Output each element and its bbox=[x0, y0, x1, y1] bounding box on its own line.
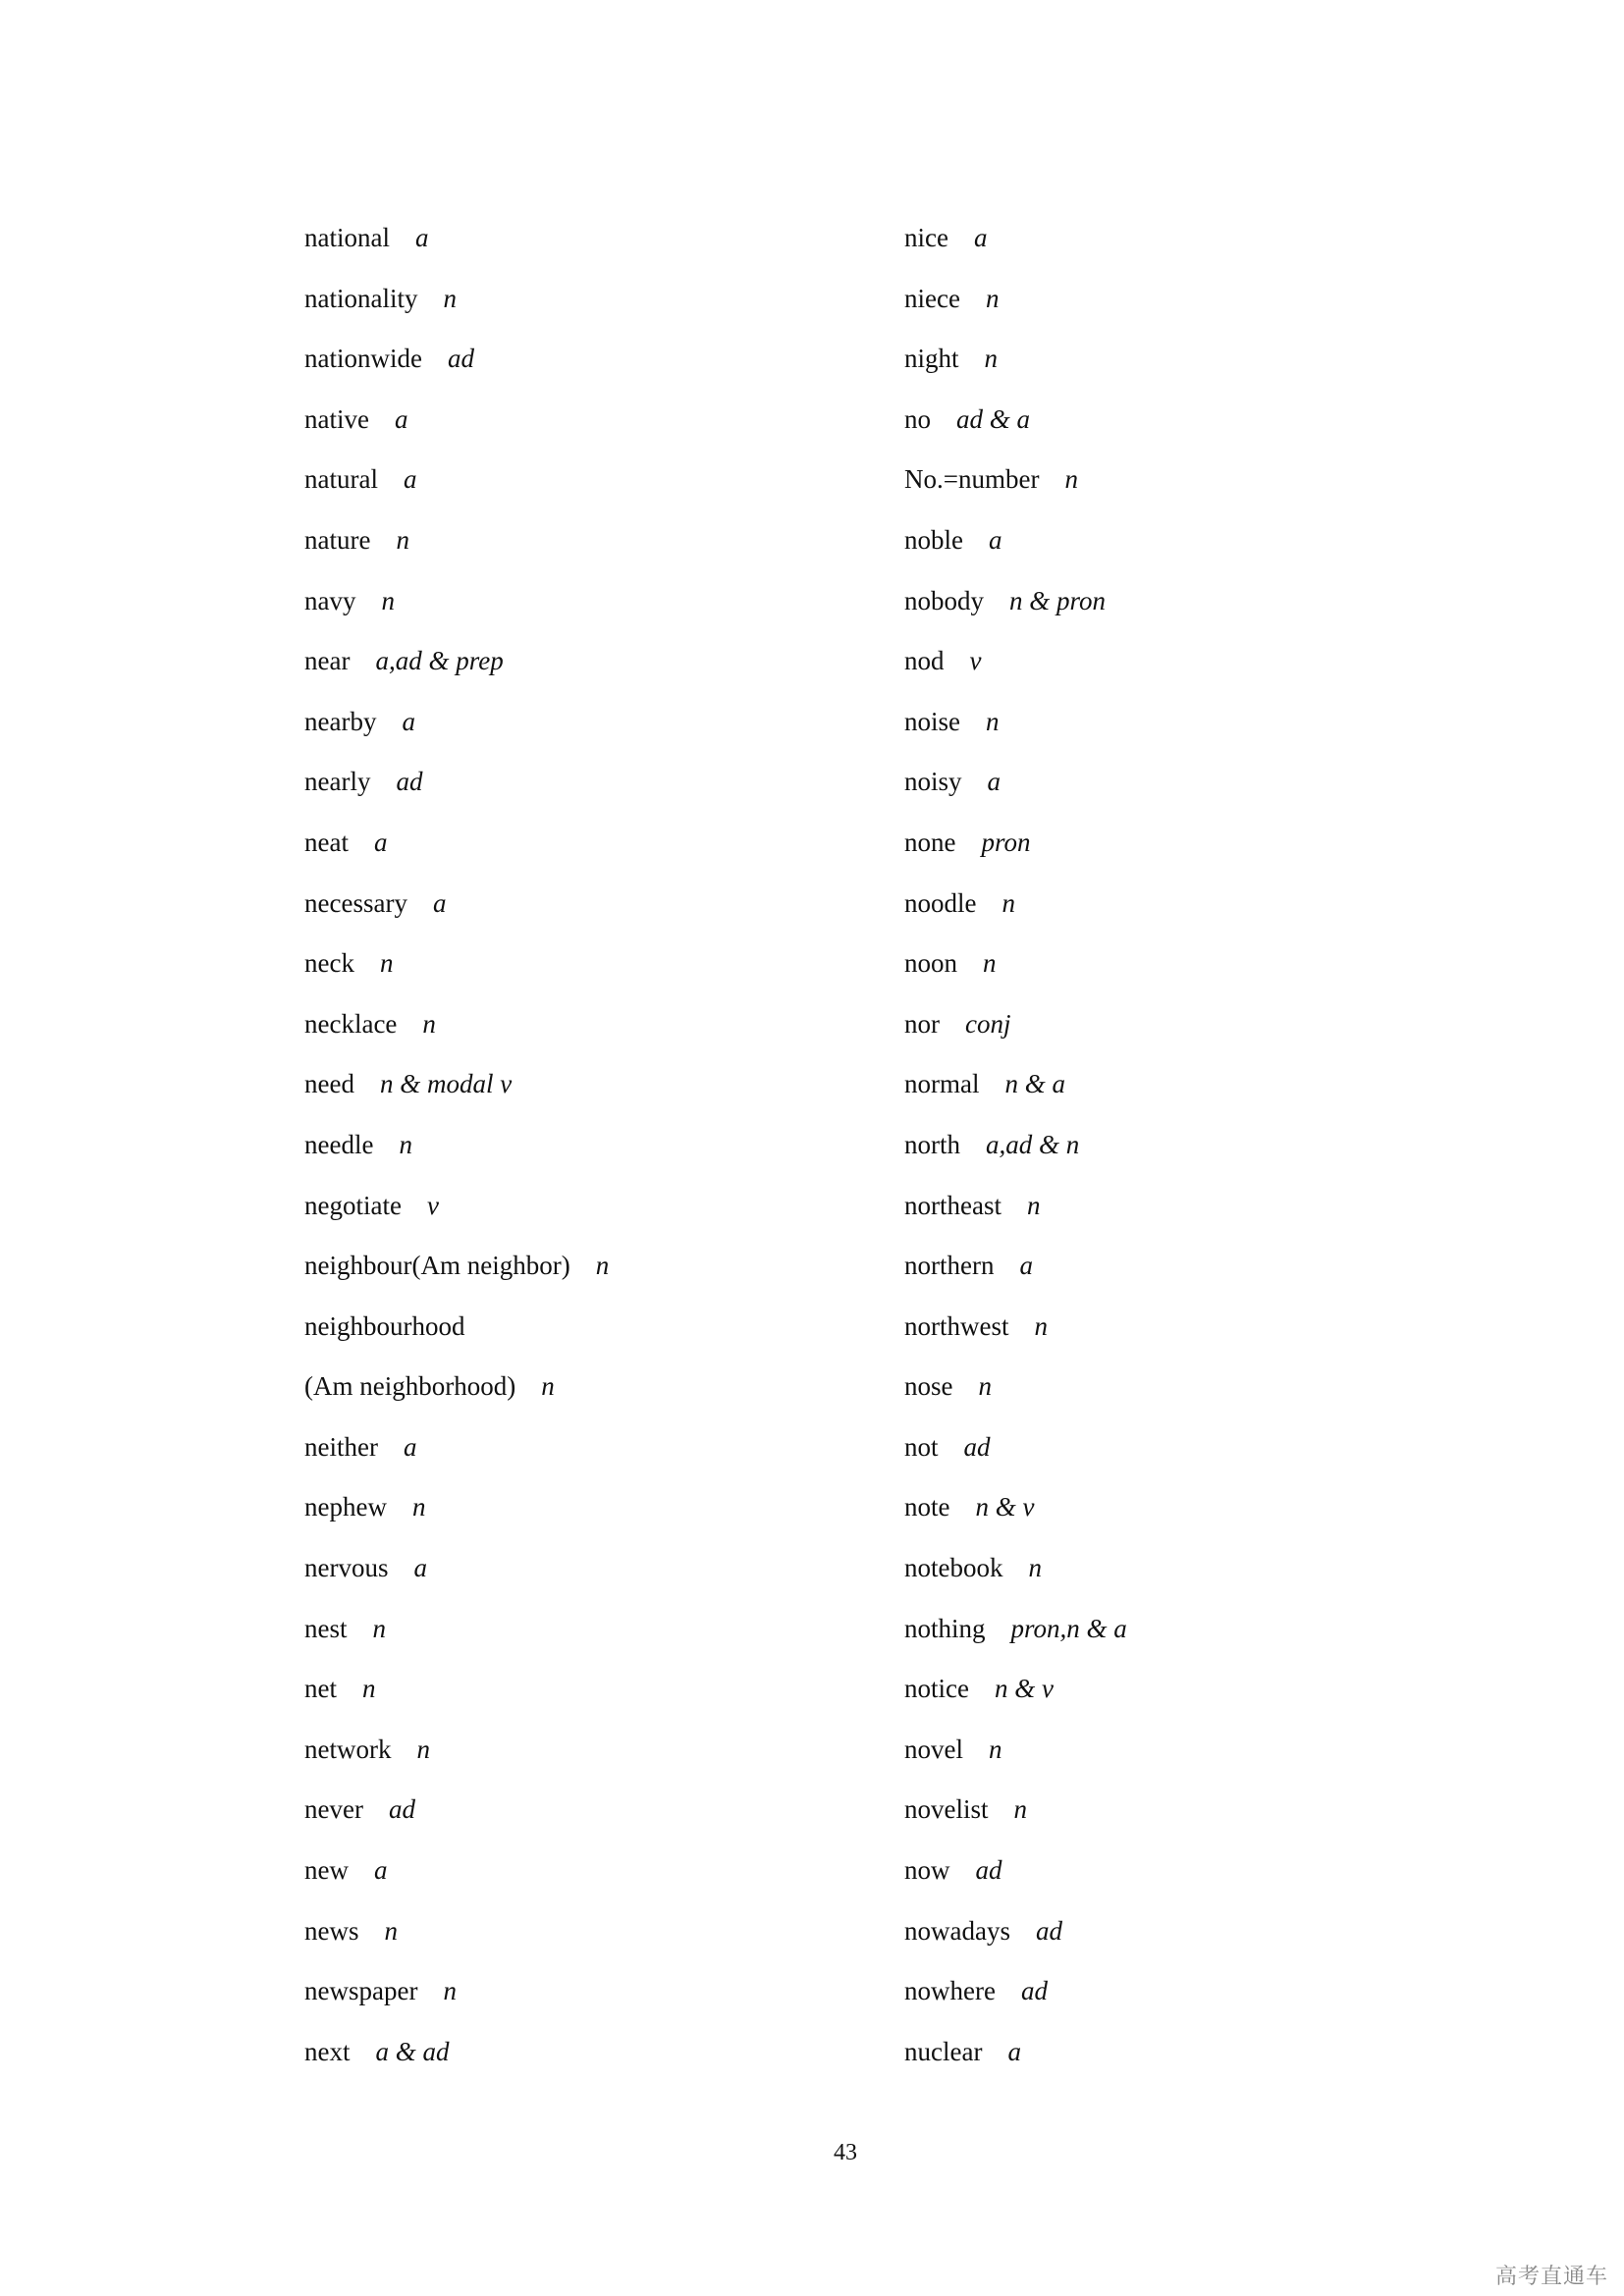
vocabulary-entry bbox=[304, 1115, 854, 1176]
entry-word: native bbox=[304, 403, 369, 434]
entry-part-of-speech: n bbox=[541, 1371, 555, 1402]
vocabulary-entry bbox=[904, 1901, 1493, 1962]
entry-word: never bbox=[304, 1794, 363, 1825]
vocabulary-entry bbox=[304, 1236, 854, 1297]
entry-part-of-speech: n bbox=[989, 1734, 1002, 1764]
vocabulary-entry bbox=[904, 329, 1493, 390]
entry-word: novel bbox=[904, 1734, 963, 1764]
entry-part-of-speech: n bbox=[443, 1976, 457, 2006]
vocabulary-entry bbox=[904, 1961, 1493, 2022]
vocabulary-entry bbox=[304, 1417, 854, 1478]
entry-word: notice bbox=[904, 1674, 969, 1704]
entry-part-of-speech: a bbox=[403, 1431, 417, 1462]
entry-word: natural bbox=[304, 464, 378, 495]
vocabulary-entry bbox=[904, 390, 1493, 451]
entry-part-of-speech: n bbox=[984, 344, 999, 374]
vocabulary-entry bbox=[904, 1780, 1493, 1841]
entry-word: near bbox=[304, 646, 351, 676]
entry-word: nice bbox=[904, 223, 948, 252]
entry-word: nature bbox=[304, 524, 371, 555]
entry-part-of-speech: pron,n & a bbox=[1010, 1613, 1127, 1643]
vocabulary-entry bbox=[904, 1054, 1493, 1115]
left-word-column bbox=[304, 208, 854, 2082]
vocabulary-entry bbox=[904, 208, 1493, 269]
right-word-column bbox=[904, 208, 1493, 2082]
entry-part-of-speech: v bbox=[426, 1190, 439, 1220]
entry-word: nose bbox=[904, 1371, 953, 1402]
entry-word: national bbox=[304, 223, 390, 252]
vocabulary-entry bbox=[304, 1477, 854, 1538]
watermark: 高考直通车 bbox=[1494, 2265, 1608, 2289]
entry-word: northeast bbox=[904, 1190, 1001, 1220]
entry-word: now bbox=[904, 1855, 950, 1886]
entry-part-of-speech: n bbox=[422, 1008, 436, 1039]
entry-part-of-speech: n & v bbox=[994, 1674, 1054, 1704]
vocabulary-entry bbox=[304, 1901, 854, 1962]
entry-part-of-speech: n & modal v bbox=[379, 1069, 513, 1099]
vocabulary-entry bbox=[304, 874, 854, 934]
entry-word: noodle bbox=[904, 887, 977, 918]
vocabulary-entry bbox=[304, 2022, 854, 2083]
entry-word: necklace bbox=[304, 1008, 398, 1039]
entry-part-of-speech: ad bbox=[975, 1855, 1002, 1886]
entry-word: nephew bbox=[304, 1492, 387, 1522]
entry-part-of-speech: a bbox=[987, 767, 1001, 797]
entry-part-of-speech: v bbox=[969, 646, 982, 676]
entry-word: necessary bbox=[304, 887, 407, 918]
entry-word: noisy bbox=[904, 767, 962, 797]
entry-word: neighbourhood bbox=[304, 1310, 465, 1341]
entry-word: No.=number bbox=[904, 464, 1040, 495]
page-number: 43 bbox=[834, 2140, 857, 2165]
vocabulary-entry bbox=[904, 1659, 1493, 1720]
vocabulary-entry bbox=[904, 571, 1493, 632]
vocabulary-entry bbox=[904, 752, 1493, 813]
entry-part-of-speech: a,ad & n bbox=[986, 1129, 1080, 1159]
vocabulary-entry bbox=[304, 390, 854, 451]
entry-word: nationwide bbox=[304, 344, 422, 374]
entry-part-of-speech: a & ad bbox=[375, 2036, 450, 2066]
vocabulary-entry bbox=[304, 1054, 854, 1115]
vocabulary-entry bbox=[904, 1477, 1493, 1538]
entry-part-of-speech: n & a bbox=[1004, 1069, 1065, 1099]
entry-part-of-speech: a bbox=[432, 887, 447, 918]
entry-part-of-speech: n bbox=[983, 948, 997, 979]
vocabulary-entry bbox=[304, 329, 854, 390]
entry-word: need bbox=[304, 1069, 354, 1099]
entry-word: night bbox=[904, 344, 959, 374]
entry-part-of-speech: n bbox=[362, 1674, 376, 1704]
entry-word: newspaper bbox=[304, 1976, 418, 2006]
entry-word: nearby bbox=[304, 706, 377, 736]
entry-word: nest bbox=[304, 1613, 348, 1643]
entry-part-of-speech: n bbox=[411, 1492, 426, 1522]
entry-part-of-speech: ad & a bbox=[956, 403, 1031, 434]
entry-part-of-speech: n bbox=[1001, 887, 1015, 918]
vocabulary-entry bbox=[304, 1599, 854, 1660]
entry-word: novelist bbox=[904, 1794, 989, 1825]
entry-word: nervous bbox=[304, 1553, 389, 1583]
entry-word: niece bbox=[904, 283, 960, 313]
entry-word: net bbox=[304, 1674, 337, 1704]
entry-word: nothing bbox=[904, 1613, 986, 1643]
vocabulary-entry bbox=[304, 1659, 854, 1720]
vocabulary-entry bbox=[304, 631, 854, 692]
entry-part-of-speech: n & pron bbox=[1009, 585, 1107, 615]
entry-part-of-speech: a bbox=[402, 706, 415, 736]
entry-part-of-speech: ad bbox=[388, 1794, 415, 1825]
vocabulary-entry bbox=[304, 1780, 854, 1841]
entry-word: nationality bbox=[304, 283, 418, 313]
vocabulary-entry bbox=[904, 1538, 1493, 1599]
vocabulary-entry bbox=[304, 1720, 854, 1781]
entry-part-of-speech: ad bbox=[1035, 1915, 1062, 1946]
entry-part-of-speech: n bbox=[985, 283, 1000, 313]
entry-part-of-speech: n bbox=[372, 1613, 386, 1643]
entry-part-of-speech: n bbox=[381, 585, 395, 615]
vocabulary-entry bbox=[304, 994, 854, 1055]
entry-part-of-speech: n bbox=[396, 524, 409, 555]
entry-word: nuclear bbox=[904, 2036, 983, 2066]
vocabulary-entry bbox=[304, 813, 854, 874]
vocabulary-entry bbox=[304, 269, 854, 330]
entry-part-of-speech: ad bbox=[1020, 1976, 1048, 2006]
vocabulary-entry bbox=[904, 269, 1493, 330]
entry-part-of-speech: a bbox=[973, 223, 988, 252]
entry-word: not bbox=[904, 1431, 939, 1462]
entry-part-of-speech: a,ad & prep bbox=[375, 646, 504, 676]
entry-word: normal bbox=[904, 1069, 980, 1099]
vocabulary-entry bbox=[304, 571, 854, 632]
entry-word: note bbox=[904, 1492, 950, 1522]
entry-part-of-speech: n bbox=[399, 1129, 412, 1159]
entry-part-of-speech: ad bbox=[963, 1431, 991, 1462]
vocabulary-entry bbox=[304, 1176, 854, 1237]
entry-word: noble bbox=[904, 524, 963, 555]
entry-word: neither bbox=[304, 1431, 378, 1462]
entry-part-of-speech: a bbox=[373, 1855, 388, 1886]
vocabulary-entry bbox=[304, 1357, 854, 1417]
vocabulary-entry bbox=[304, 1297, 854, 1358]
entry-word: notebook bbox=[904, 1553, 1003, 1583]
entry-part-of-speech: ad bbox=[447, 344, 474, 374]
entry-word: none bbox=[904, 827, 956, 857]
vocabulary-entry bbox=[904, 874, 1493, 934]
entry-word: noise bbox=[904, 706, 960, 736]
entry-part-of-speech: a bbox=[394, 403, 408, 434]
vocabulary-entry bbox=[304, 752, 854, 813]
vocabulary-entry bbox=[904, 934, 1493, 994]
vocabulary-entry bbox=[904, 2022, 1493, 2083]
entry-word: nowhere bbox=[904, 1976, 996, 2006]
entry-word: news bbox=[304, 1915, 359, 1946]
entry-word: new bbox=[304, 1855, 349, 1886]
entry-part-of-speech: n & v bbox=[975, 1492, 1035, 1522]
vocabulary-entry bbox=[304, 1538, 854, 1599]
vocabulary-entry bbox=[904, 1357, 1493, 1417]
entry-part-of-speech: pron bbox=[981, 827, 1031, 857]
entry-word: neighbour(Am neighbor) bbox=[304, 1251, 570, 1281]
entry-part-of-speech: a bbox=[413, 1553, 427, 1583]
entry-word: nobody bbox=[904, 585, 984, 615]
entry-word: navy bbox=[304, 585, 356, 615]
entry-word: network bbox=[304, 1734, 392, 1764]
entry-part-of-speech: n bbox=[1064, 464, 1078, 495]
entry-part-of-speech: n bbox=[1034, 1310, 1048, 1341]
entry-part-of-speech: n bbox=[1013, 1794, 1027, 1825]
vocabulary-entry bbox=[304, 1841, 854, 1901]
vocabulary-entry bbox=[904, 1297, 1493, 1358]
vocabulary-entry bbox=[904, 1720, 1493, 1781]
entry-part-of-speech: a bbox=[373, 827, 388, 857]
vocabulary-entry bbox=[304, 510, 854, 571]
entry-word: negotiate bbox=[304, 1190, 402, 1220]
vocabulary-entry bbox=[904, 994, 1493, 1055]
entry-word: noon bbox=[904, 948, 957, 979]
vocabulary-entry bbox=[904, 631, 1493, 692]
vocabulary-entry bbox=[904, 813, 1493, 874]
vocabulary-entry bbox=[304, 450, 854, 510]
entry-part-of-speech: a bbox=[403, 464, 417, 495]
vocabulary-entry bbox=[904, 510, 1493, 571]
entry-word: nod bbox=[904, 646, 945, 676]
entry-part-of-speech: a bbox=[414, 223, 429, 252]
entry-part-of-speech: conj bbox=[965, 1008, 1011, 1039]
vocabulary-entry bbox=[904, 450, 1493, 510]
entry-word: neat bbox=[304, 827, 349, 857]
entry-word: needle bbox=[304, 1129, 374, 1159]
entry-word: (Am neighborhood) bbox=[304, 1371, 516, 1402]
entry-part-of-speech: n bbox=[978, 1371, 992, 1402]
vocabulary-entry bbox=[904, 1236, 1493, 1297]
entry-part-of-speech: ad bbox=[396, 767, 423, 797]
vocabulary-entry bbox=[304, 934, 854, 994]
vocabulary-entry bbox=[304, 208, 854, 269]
entry-part-of-speech: n bbox=[384, 1915, 398, 1946]
vocabulary-entry bbox=[304, 1961, 854, 2022]
entry-word: no bbox=[904, 403, 931, 434]
entry-part-of-speech: n bbox=[443, 283, 457, 313]
entry-part-of-speech: n bbox=[1028, 1553, 1042, 1583]
vocabulary-entry bbox=[904, 1115, 1493, 1176]
vocabulary-entry bbox=[304, 692, 854, 753]
entry-word: nor bbox=[904, 1008, 940, 1039]
entry-part-of-speech: n bbox=[595, 1251, 610, 1281]
vocabulary-entry bbox=[904, 1417, 1493, 1478]
vocabulary-entry bbox=[904, 1841, 1493, 1901]
entry-word: neck bbox=[304, 948, 354, 979]
entry-word: nearly bbox=[304, 767, 371, 797]
vocabulary-entry bbox=[904, 1176, 1493, 1237]
vocabulary-entry bbox=[904, 1599, 1493, 1660]
entry-part-of-speech: a bbox=[989, 524, 1002, 555]
entry-word: next bbox=[304, 2036, 351, 2066]
vocabulary-entry bbox=[904, 692, 1493, 753]
entry-part-of-speech: a bbox=[1007, 2036, 1021, 2066]
entry-part-of-speech: a bbox=[1019, 1251, 1033, 1281]
entry-part-of-speech: n bbox=[416, 1734, 430, 1764]
entry-word: north bbox=[904, 1129, 960, 1159]
entry-word: northern bbox=[904, 1251, 995, 1281]
entry-word: northwest bbox=[904, 1310, 1009, 1341]
entry-word: nowadays bbox=[904, 1915, 1010, 1946]
entry-part-of-speech: n bbox=[1026, 1190, 1041, 1220]
entry-part-of-speech: n bbox=[986, 706, 1000, 736]
entry-part-of-speech: n bbox=[379, 948, 394, 979]
